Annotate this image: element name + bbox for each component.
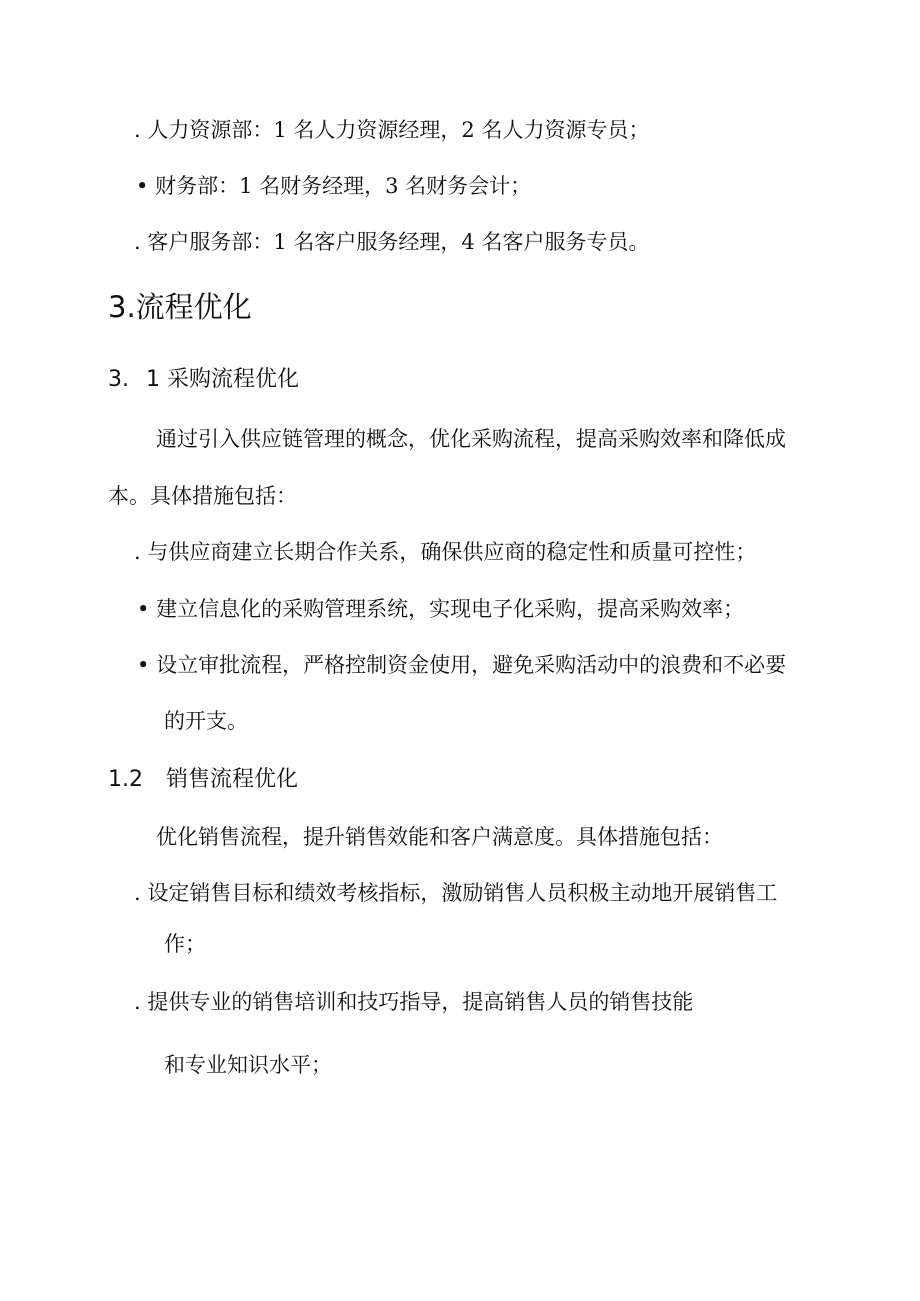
paragraph-line: 本。具体措施包括： xyxy=(108,484,297,508)
list-item-text: 客户服务部：1 名客户服务经理，4 名客户服务专员。 xyxy=(147,230,650,254)
list-marker: . xyxy=(134,540,141,564)
paragraph-line: 通过引入供应链管理的概念，优化采购流程，提高采购效率和降低成 xyxy=(156,427,786,451)
list-item xyxy=(137,653,786,678)
list-item-continuation: 和专业知识水平； xyxy=(164,1053,332,1077)
list-item xyxy=(134,118,649,143)
list-marker: • xyxy=(136,174,149,198)
section-heading: 3.流程优化 xyxy=(108,290,252,324)
list-marker: . xyxy=(134,118,141,142)
list-item-text: 建立信息化的采购管理系统，实现电子化采购，提高采购效率； xyxy=(156,597,745,621)
subsection-heading xyxy=(108,767,298,793)
list-marker: . xyxy=(134,230,141,254)
list-item-text: 与供应商建立长期合作关系，确保供应商的稳定性和质量可控性； xyxy=(147,540,757,564)
list-marker: • xyxy=(137,597,150,621)
subsection-heading xyxy=(108,367,299,393)
list-item-text: 人力资源部：1 名人力资源经理，2 名人力资源专员； xyxy=(147,118,650,142)
subsection-number: 1.2 xyxy=(108,767,143,792)
subsection-number: 3. xyxy=(108,367,129,392)
list-item-text: 设定销售目标和绩效考核指标，激励销售人员积极主动地开展销售工 xyxy=(147,881,778,905)
subsection-title: 1 采购流程优化 xyxy=(146,367,299,392)
list-marker: . xyxy=(134,990,141,1014)
list-item xyxy=(134,881,777,906)
list-item-text: 提供专业的销售培训和技巧指导，提高销售人员的销售技能 xyxy=(147,990,694,1014)
paragraph-line: 优化销售流程，提升销售效能和客户满意度。具体措施包括： xyxy=(156,825,723,849)
list-marker: • xyxy=(137,653,150,677)
subsection-title: 销售流程优化 xyxy=(166,767,299,792)
list-item-continuation: 作； xyxy=(164,932,206,956)
list-item xyxy=(134,540,756,565)
list-item-text: 财务部：1 名财务经理，3 名财务会计； xyxy=(155,174,532,198)
list-item xyxy=(134,230,649,255)
list-item xyxy=(137,597,744,622)
list-item xyxy=(134,990,693,1015)
list-item-continuation: 的开支。 xyxy=(164,709,248,733)
list-item-text: 设立审批流程，严格控制资金使用，避免采购活动中的浪费和不必要 xyxy=(156,653,787,677)
list-marker: . xyxy=(134,881,141,905)
list-item xyxy=(136,174,531,199)
